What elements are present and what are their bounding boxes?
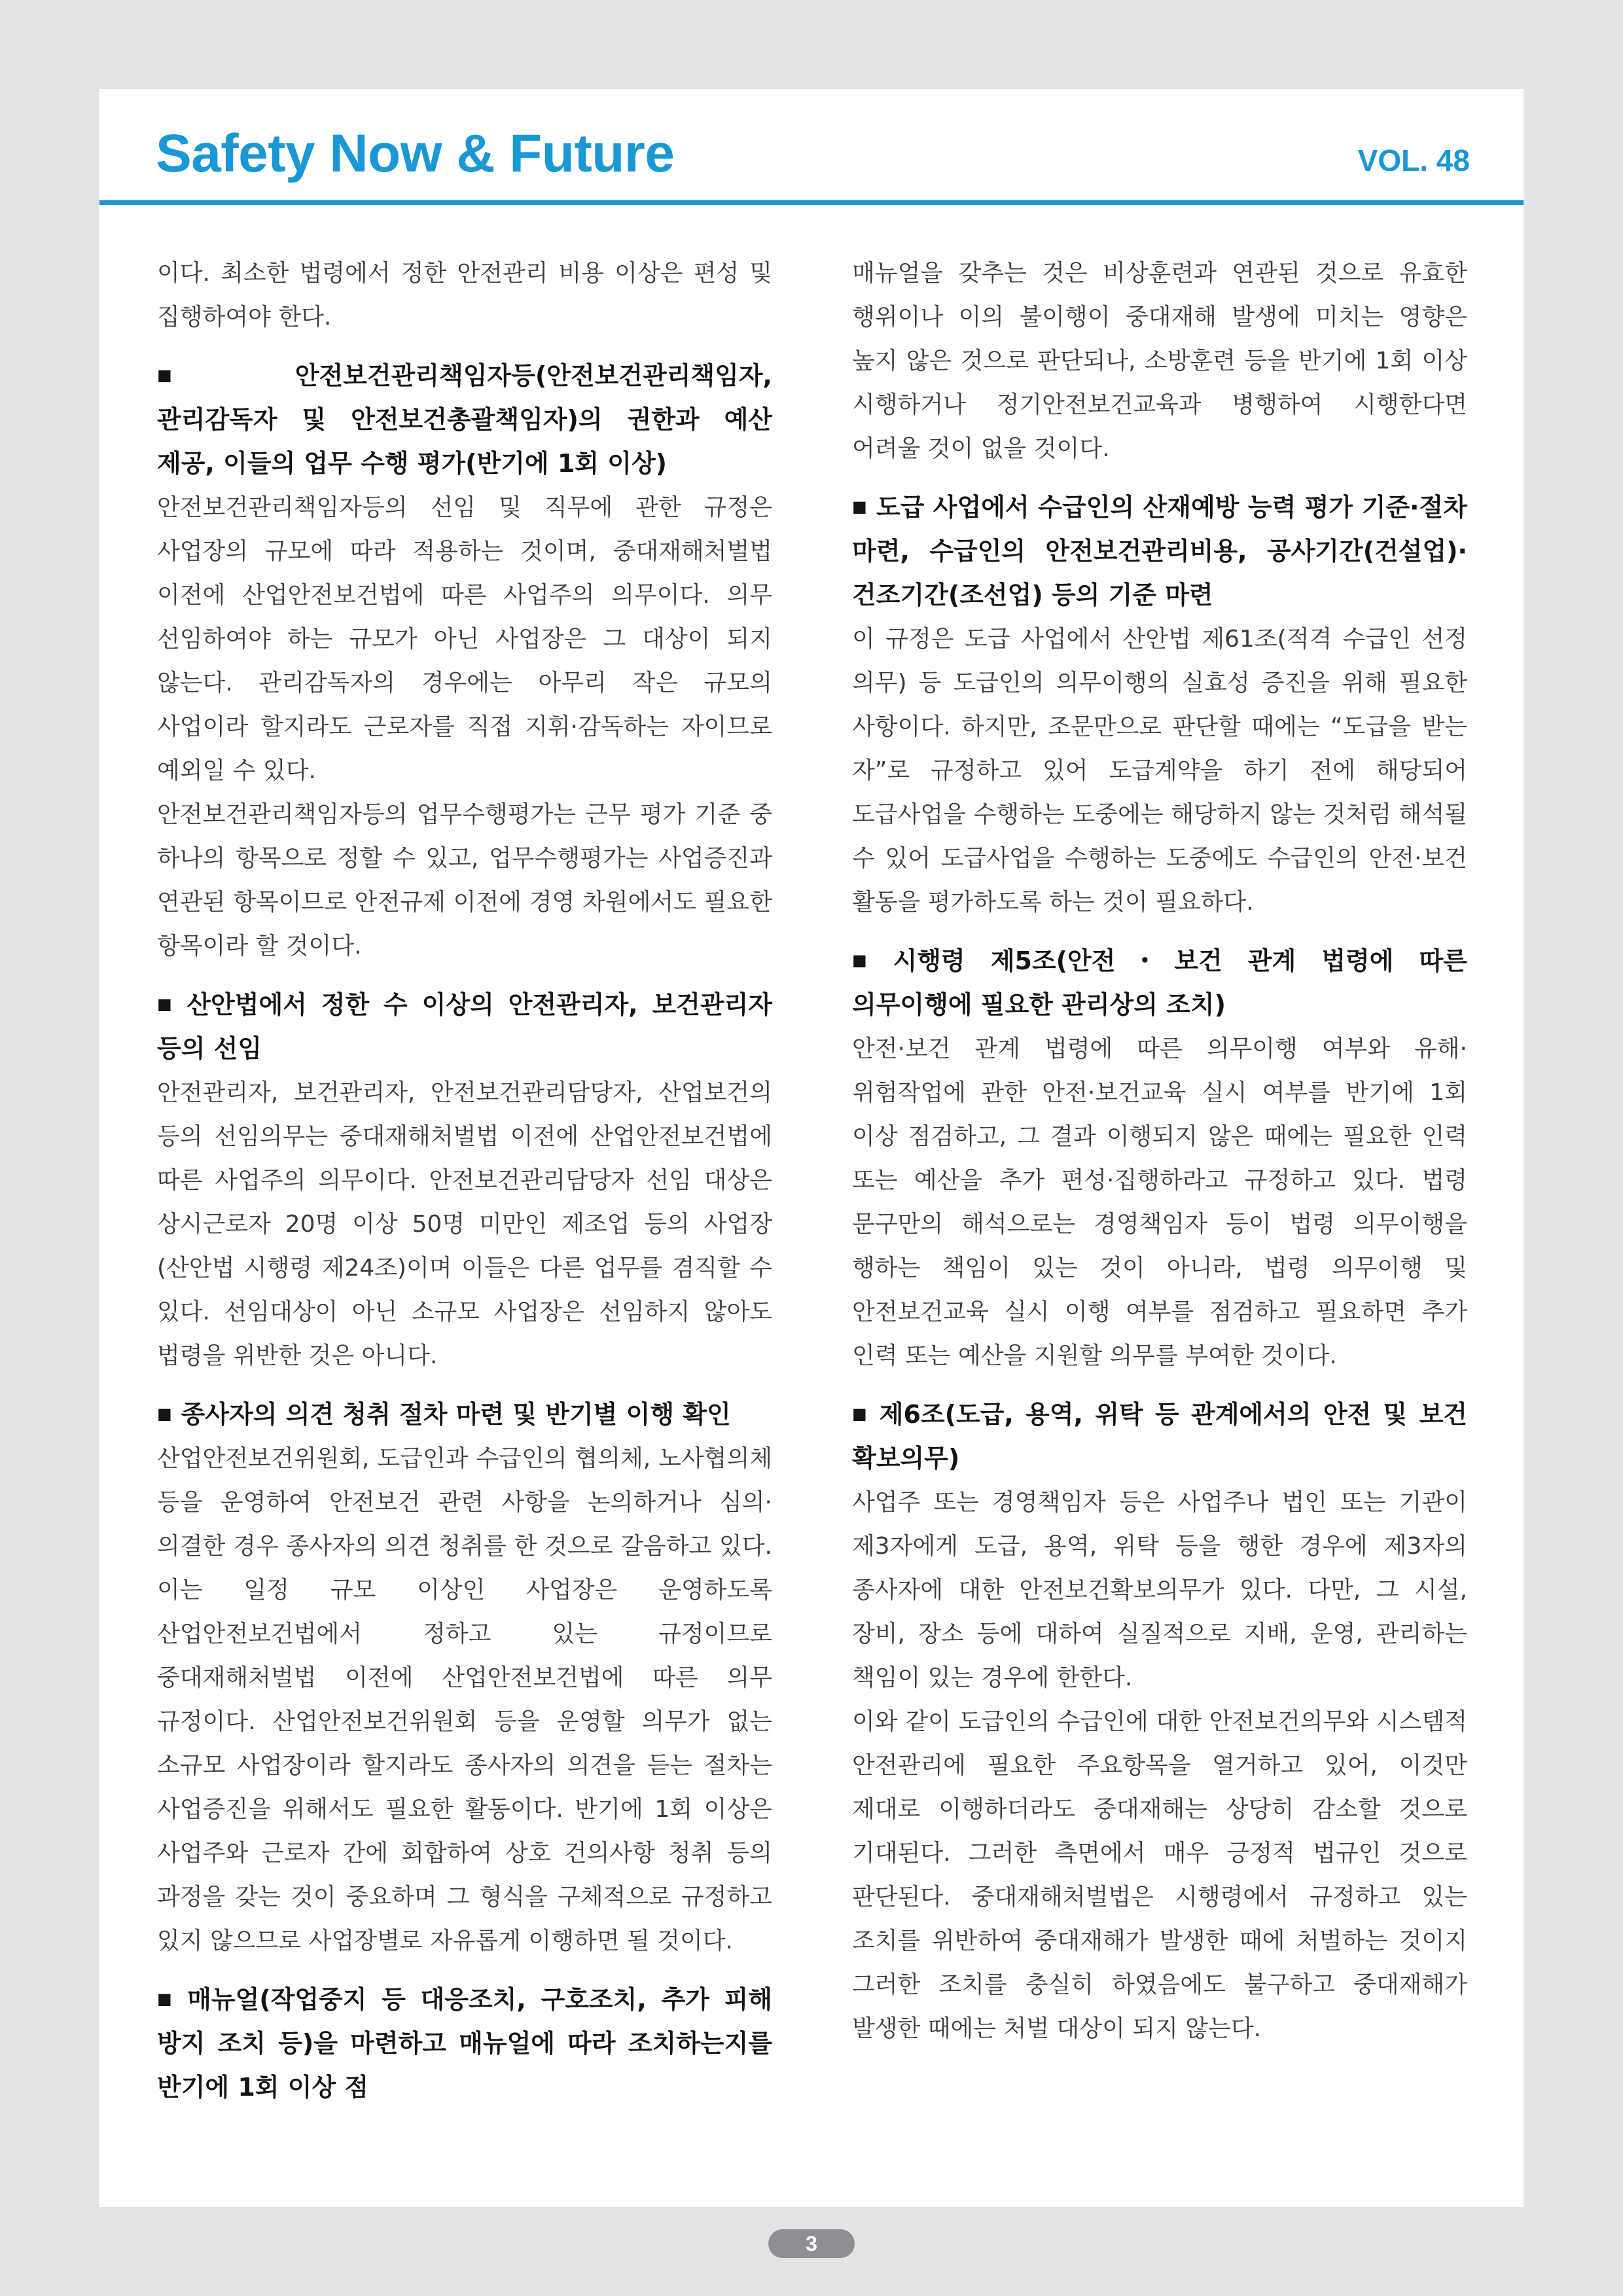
square-bullet-icon: ■ bbox=[157, 995, 178, 1013]
page-number-badge: 3 bbox=[768, 2229, 855, 2258]
header-rule bbox=[99, 200, 1524, 205]
square-bullet-icon: ■ bbox=[852, 497, 867, 516]
square-bullet-icon: ■ bbox=[852, 1405, 870, 1423]
paragraph: 이다. 최소한 법령에서 정한 안전관리 비용 이상은 편성 및 집행하여야 한다. bbox=[157, 260, 772, 331]
paragraph: 안전보건관리책임자등의 업무수행평가는 근무 평가 기준 중 하나의 항목으로 정할 수 있고, 업무수행평가는 사업증진과 연관된 항목이므로 안전규제 이전에 경영 차원에서도 필요한 항목이라 할 것이다. bbox=[157, 801, 772, 960]
section-heading: ■ 안전보건관리책임자등(안전보건관리책임자, 관리감독자 및 안전보건총괄책임자)의 권한과 예산 제공, 이들의 업무 수행 평가(반기에 1회 이상) bbox=[157, 361, 772, 478]
section-heading: ■ 제6조(도급, 용역, 위탁 등 관계에서의 안전 및 보건 확보의무) bbox=[852, 1400, 1467, 1473]
newsletter-title: Safety Now & Future bbox=[156, 124, 675, 183]
paragraph: 매뉴얼을 갖추는 것은 비상훈련과 연관된 것으로 유효한 행위이나 이의 불이행이 중대재해 발생에 미치는 영향은 높지 않은 것으로 판단되나, 소방훈련 등을 반기에 1회 이상 시행하거나 정기안전보건교육과 병행하여 시행한다면 어려울 것이 없을 것이다. bbox=[852, 260, 1467, 462]
right-column bbox=[852, 251, 1467, 2051]
document-page bbox=[99, 89, 1524, 2207]
section-heading: ■ 산안법에서 정한 수 이상의 안전관리자, 보건관리자 등의 선임 bbox=[157, 990, 772, 1063]
square-bullet-icon: ■ bbox=[852, 951, 884, 969]
page-header bbox=[99, 89, 1524, 207]
paragraph: 이 규정은 도급 사업에서 산안법 제61조(적격 수급인 선정 의무) 등 도급인의 의무이행의 실효성 증진을 위해 필요한 사항이다. 하지만, 조문만으로 판단할 때에는 “도급을 받는 자”로 규정하고 있어 도급계약을 하기 전에 해당되어 도급사업을 수행하는 도중에는 해당하지 않는 것처럼 해석될 수 있어 도급사업을 수행하는 도중에도 수급인의 안전·보건 활동을 평가하도록 하는 것이 필요하다. bbox=[852, 626, 1467, 916]
left-column bbox=[157, 251, 772, 2109]
square-bullet-icon: ■ bbox=[157, 366, 286, 384]
section-heading: ■ 매뉴얼(작업중지 등 대응조치, 구호조치, 추가 피해 방지 조치 등)을 마련하고 매뉴얼에 따라 조치하는지를 반기에 1회 이상 점 bbox=[157, 1985, 772, 2102]
section-heading: ■ 도급 사업에서 수급인의 산재예방 능력 평가 기준·절차 마련, 수급인의 안전보건관리비용, 공사기간(건설업)·건조기간(조선업) 등의 기준 마련 bbox=[852, 493, 1467, 609]
volume-number: VOL. 48 bbox=[1357, 143, 1470, 177]
paragraph: 사업주 또는 경영책임자 등은 사업주나 법인 또는 기관이 제3자에게 도급, 용역, 위탁 등을 행한 경우에 제3자의 종사자에 대한 안전보건확보의무가 있다. 다만, 그 시설, 장비, 장소 등에 대하여 실질적으로 지배, 운영, 관리하는 책임이 있는 경우에 한한다. bbox=[852, 1489, 1468, 1691]
paragraph: 산업안전보건위원회, 도급인과 수급인의 협의체, 노사협의체 등을 운영하여 안전보건 관련 사항을 논의하거나 심의·의결한 경우 종사자의 의견 청취를 한 것으로 갈음하고 있다. 이는 일정 규모 이상인 사업장은 운영하도록 산업안전보건법에서 정하고 있는 규정이므로 중대재해처벌법 이전에 산업안전보건법에 따른 의무 규정이다. 산업안전보건위원회 등을 운영할 의무가 없는 소규모 사업장이라 할지라도 종사자의 의견을 듣는 절차는 사업증진을 위해서도 필요한 활동이다. 반기에 1회 이상은 사업주와 근로자 간에 회합하여 상호 건의사항 청취 등의 과정을 갖는 것이 중요하며 그 형식을 구체적으로 규정하고 있지 않으므로 사업장별로 자유롭게 이행하면 될 것이다. bbox=[157, 1445, 772, 1954]
paragraph: 안전·보건 관계 법령에 따른 의무이행 여부와 유해·위험작업에 관한 안전·보건교육 실시 여부를 반기에 1회 이상 점검하고, 그 결과 이행되지 않은 때에는 필요한 인력 또는 예산을 추가 편성·집행하라고 규정하고 있다. 법령 문구만의 해석으로는 경영책임자 등이 법령 의무이행을 행하는 책임이 있는 것이 아니라, 법령 의무이행 및 안전보건교육 실시 이행 여부를 점검하고 필요하면 추가 인력 또는 예산을 지원할 의무를 부여한 것이다. bbox=[852, 1035, 1467, 1369]
square-bullet-icon: ■ bbox=[157, 1405, 172, 1423]
section-heading: ■ 시행령 제5조(안전・보건 관계 법령에 따른 의무이행에 필요한 관리상의 조치) bbox=[852, 946, 1467, 1019]
paragraph: 이와 같이 도급인의 수급인에 대한 안전보건의무와 시스템적 안전관리에 필요한 주요항목을 열거하고 있어, 이것만 제대로 이행하더라도 중대재해는 상당히 감소할 것으로 기대된다. 그러한 측면에서 매우 긍정적 법규인 것으로 판단된다. 중대재해처벌법은 시행령에서 규정하고 있는 조치를 위반하여 중대재해가 발생한 때에 처벌하는 것이지 그러한 조치를 충실히 하였음에도 불구하고 중대재해가 발생한 때에는 처벌 대상이 되지 않는다. bbox=[852, 1708, 1467, 2042]
paragraph: 안전보건관리책임자등의 선임 및 직무에 관한 규정은 사업장의 규모에 따라 적용하는 것이며, 중대재해처벌법 이전에 산업안전보건법에 따른 사업주의 의무이다. 의무 선임하여야 하는 규모가 아닌 사업장은 그 대상이 되지 않는다. 관리감독자의 경우에는 아무리 작은 규모의 사업이라 할지라도 근로자를 직접 지휘·감독하는 자이므로 예외일 수 있다. bbox=[157, 494, 772, 784]
paragraph: 안전관리자, 보건관리자, 안전보건관리담당자, 산업보건의 등의 선임의무는 중대재해처벌법 이전에 산업안전보건법에 따른 사업주의 의무이다. 안전보건관리담당자 선임 대상은 상시근로자 20명 이상 50명 미만인 제조업 등의 사업장(산안법 시행령 제24조)이며 이들은 다른 업무를 겸직할 수 있다. 선임대상이 아닌 소규모 사업장은 선임하지 않아도 법령을 위반한 것은 아니다. bbox=[157, 1079, 772, 1369]
square-bullet-icon: ■ bbox=[157, 1990, 179, 2008]
section-heading: ■ 종사자의 의견 청취 절차 마련 및 반기별 이행 확인 bbox=[157, 1400, 731, 1429]
